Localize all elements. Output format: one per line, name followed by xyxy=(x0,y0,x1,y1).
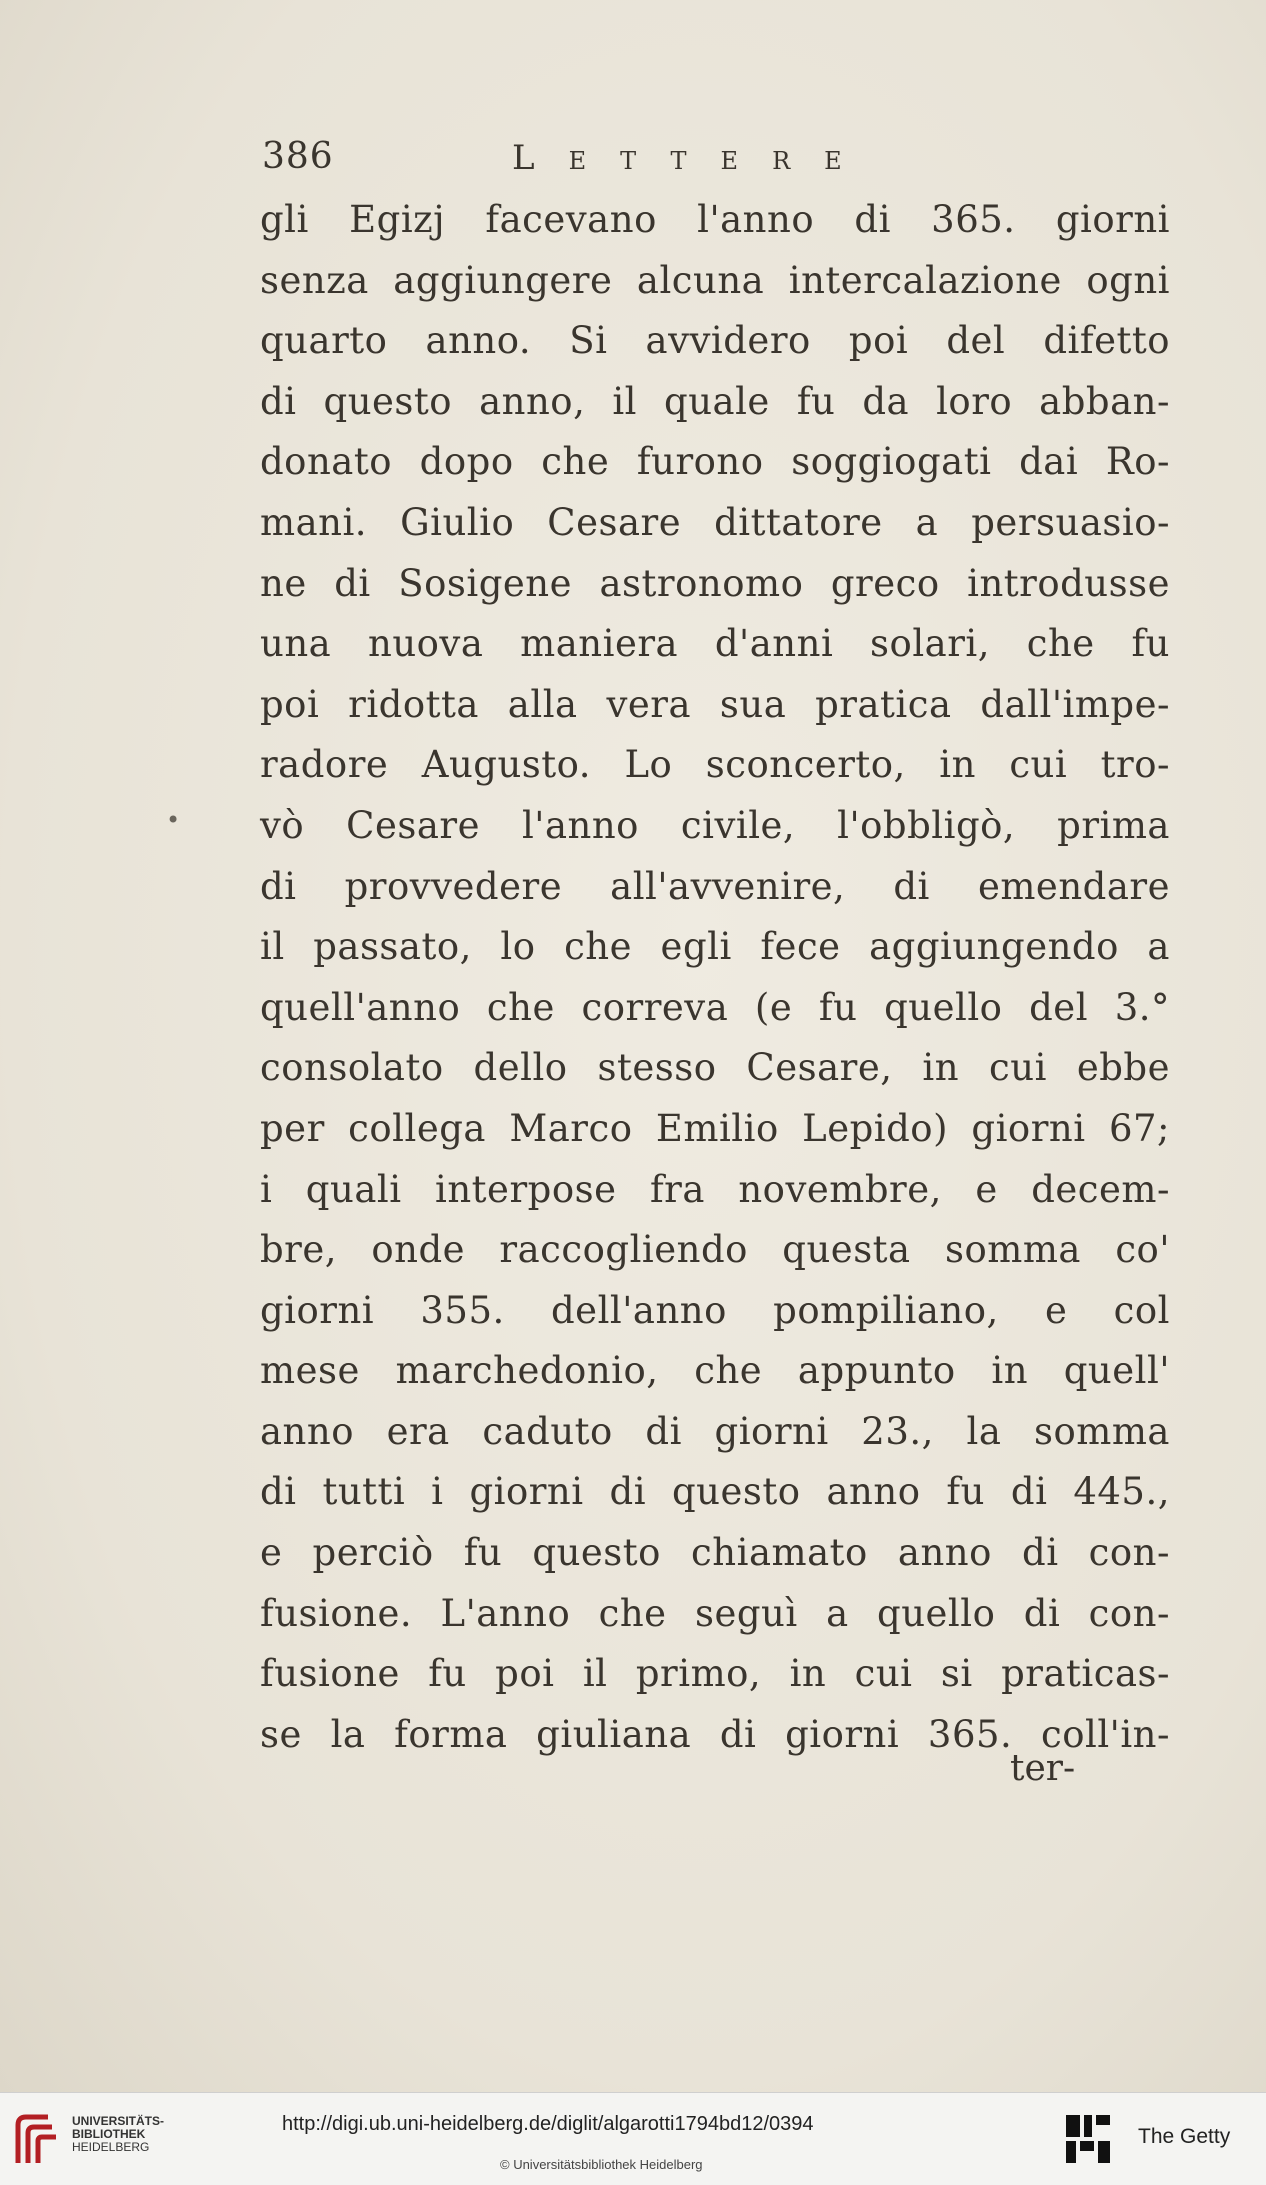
text-line: di provvedere all'avvenire, di emendare xyxy=(260,864,1170,908)
text-line: radore Augusto. Lo sconcerto, in cui tro- xyxy=(260,743,1170,787)
body-text xyxy=(260,190,1170,1765)
university-library-logo-icon xyxy=(12,2111,62,2167)
page-number: 386 xyxy=(262,136,334,177)
text-line: quell'anno che correva (e fu quello del 3.° xyxy=(260,985,1170,1029)
text-line: se la forma giuliana di giorni 365. coll'in- xyxy=(260,1712,1170,1756)
text-line: bre, onde raccogliendo questa somma co' xyxy=(260,1228,1170,1272)
text-line: mani. Giulio Cesare dittatore a persuasio- xyxy=(260,500,1170,544)
text-line: e perciò fu questo chiamato anno di con- xyxy=(260,1531,1170,1575)
text-line: giorni 355. dell'anno pompiliano, e col xyxy=(260,1288,1170,1332)
text-line: poi ridotta alla vera sua pratica dall'impe- xyxy=(260,682,1170,726)
permalink-url[interactable]: http://digi.ub.uni-heidelberg.de/diglit/algarotti1794bd12/0394 xyxy=(282,2113,814,2135)
text-line: gli Egizj facevano l'anno di 365. giorni xyxy=(260,198,1170,241)
text-line: fusione fu poi il primo, in cui si praticas- xyxy=(260,1652,1170,1696)
text-line: quarto anno. Si avvidero poi del difetto xyxy=(260,319,1170,363)
running-title: Lettere xyxy=(512,138,876,178)
text-line: senza aggiungere alcuna intercalazione ogni xyxy=(260,258,1170,302)
text-line: per collega Marco Emilio Lepido) giorni 67; xyxy=(260,1106,1170,1150)
text-line: fusione. L'anno che seguì a quello di con- xyxy=(260,1591,1170,1635)
text-line: vò Cesare l'anno civile, l'obbligò, prima xyxy=(260,803,1170,847)
library-name-line: HEIDELBERG xyxy=(72,2140,150,2154)
text-line: di tutti i giorni di questo anno fu di 445., xyxy=(260,1470,1170,1514)
library-name-line: UNIVERSITÄTS- xyxy=(72,2114,165,2128)
margin-mark: • xyxy=(166,806,181,834)
text-line: ne di Sosigene astronomo greco introdusse xyxy=(260,561,1170,605)
university-library-name xyxy=(72,2115,164,2154)
text-line: consolato dello stesso Cesare, in cui ebbe xyxy=(260,1046,1170,1090)
viewer-footer xyxy=(0,2092,1266,2185)
text-line: una nuova maniera d'anni solari, che fu xyxy=(260,622,1170,666)
copyright-notice: © Universitätsbibliothek Heidelberg xyxy=(500,2157,703,2172)
library-name-line: BIBLIOTHEK xyxy=(72,2127,146,2141)
getty-logo-icon xyxy=(1064,2113,1112,2165)
text-line: donato dopo che furono soggiogati dai Ro- xyxy=(260,440,1170,484)
catchword: ter- xyxy=(1010,1748,1076,1789)
text-line: i quali interpose fra novembre, e decem- xyxy=(260,1167,1170,1211)
page-header xyxy=(262,136,962,186)
text-line: anno era caduto di giorni 23., la somma xyxy=(260,1409,1170,1453)
text-line: di questo anno, il quale fu da loro abban- xyxy=(260,379,1170,423)
text-line: il passato, lo che egli fece aggiungendo a xyxy=(260,925,1170,969)
text-line: mese marchedonio, che appunto in quell' xyxy=(260,1349,1170,1393)
partner-name: The Getty xyxy=(1138,2125,1231,2148)
